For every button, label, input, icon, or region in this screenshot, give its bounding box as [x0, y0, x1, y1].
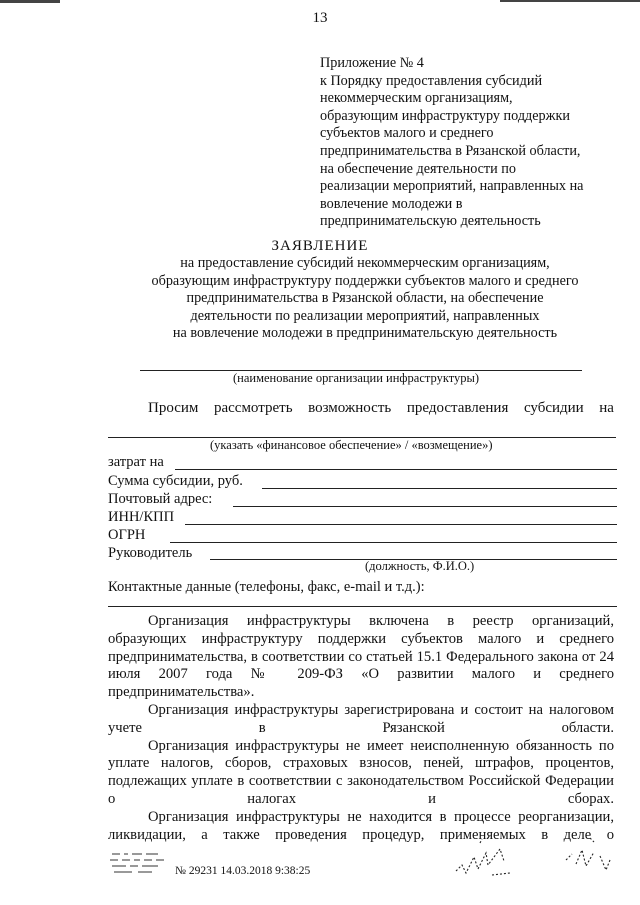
annex-line: Приложение № 4	[320, 55, 424, 71]
scan-edge-right	[500, 0, 640, 2]
request-word: предоставления	[406, 400, 509, 416]
document-subtitle	[0, 255, 640, 343]
annex-line: образующим инфраструктуру поддержки	[320, 107, 570, 124]
request-word: на	[599, 400, 614, 416]
seal-stamp-icon	[108, 846, 168, 876]
ogrn-input-line[interactable]	[170, 542, 617, 543]
annex-line: некоммерческим организациям,	[320, 90, 513, 107]
contacts-input-line[interactable]	[108, 606, 617, 607]
body-text	[108, 613, 614, 844]
paragraph-no-debts: Организация инфраструктуры не имеет неисполненную обязанность по уплате налогов, сборов, страховых взносов, пеней, штрафов, процентов, подлежащих уплате в соответствии с законодательством Российской Федерации о налогах и сборах.	[108, 737, 614, 807]
inn-input-line[interactable]	[185, 524, 617, 525]
request-word: субсидии	[523, 400, 584, 416]
page-number: 13	[312, 10, 328, 26]
subtitle-line: на вовлечение молодежи в предпринимательскую деятельность	[172, 325, 558, 341]
subtitle-line: деятельности по реализации мероприятий, направленных	[190, 307, 540, 324]
annex-line: субъектов малого и среднего	[320, 125, 494, 142]
paragraph-tax-registration: Организация инфраструктуры зарегистрирована и состоит на налоговом учете в Рязанской области.	[108, 701, 614, 736]
annex-line: реализации мероприятий, направленных на	[320, 178, 584, 195]
annex-line: на обеспечение деятельности по	[320, 160, 516, 177]
annex-line: вовлечение молодежи в	[320, 195, 463, 212]
costs-label: затрат на	[108, 454, 164, 470]
paragraph-no-reorganization: Организация инфраструктуры не находится в процессе реорганизации, ликвидации, а также проведения процедур, применяемых в деле о	[108, 808, 614, 843]
paragraph-registry: Организация инфраструктуры включена в реестр организаций, образующих инфраструктуру поддержки субъектов малого и среднего предпринимательства, в соответствии со статьей 15.1 Федерального закона от 24 июля 2007 года № 209-ФЗ «О развитии малого и среднего предпринимательства».	[108, 613, 614, 701]
contacts-label: Контактные данные (телефоны, факс, e-mail и т.д.):	[108, 579, 425, 595]
address-input-line[interactable]	[233, 506, 617, 507]
ogrn-label: ОГРН	[108, 527, 146, 543]
org-name-caption: (наименование организации инфраструктуры)	[233, 371, 480, 385]
funding-type-caption: (указать «финансовое обеспечение» / «возмещение»)	[210, 438, 493, 452]
inn-label: ИНН/КПП	[108, 509, 175, 525]
document-title: ЗАЯВЛЕНИЕ	[271, 238, 369, 254]
amount-input-line[interactable]	[262, 488, 617, 489]
request-word: Просим	[148, 400, 199, 416]
request-sentence	[148, 400, 614, 417]
document-registration-stamp: № 29231 14.03.2018 9:38:25	[175, 865, 311, 877]
annex-line: к Порядку предоставления субсидий	[320, 72, 543, 89]
scan-edge-left	[0, 0, 60, 3]
signature-mark	[452, 835, 522, 883]
request-word: рассмотреть	[213, 400, 293, 416]
head-caption: (должность, Ф.И.О.)	[365, 559, 475, 573]
request-word: возможность	[308, 400, 392, 416]
address-label: Почтовый адрес:	[108, 491, 213, 507]
initials-mark	[560, 830, 620, 880]
head-label: Руководитель	[108, 545, 193, 561]
subtitle-line: образующим инфраструктуру поддержки субъектов малого и среднего	[151, 272, 579, 289]
subtitle-line: на предоставление субсидий некоммерческим организациям,	[180, 255, 550, 271]
annex-line: предпринимательскую деятельность	[320, 213, 541, 230]
subtitle-line: предпринимательства в Рязанской области, на обеспечение	[186, 290, 544, 306]
annex-line: предпринимательства в Рязанской области,	[320, 142, 581, 159]
amount-label: Сумма субсидии, руб.	[108, 473, 243, 489]
costs-input-line[interactable]	[175, 469, 617, 470]
annex-header	[320, 55, 620, 231]
